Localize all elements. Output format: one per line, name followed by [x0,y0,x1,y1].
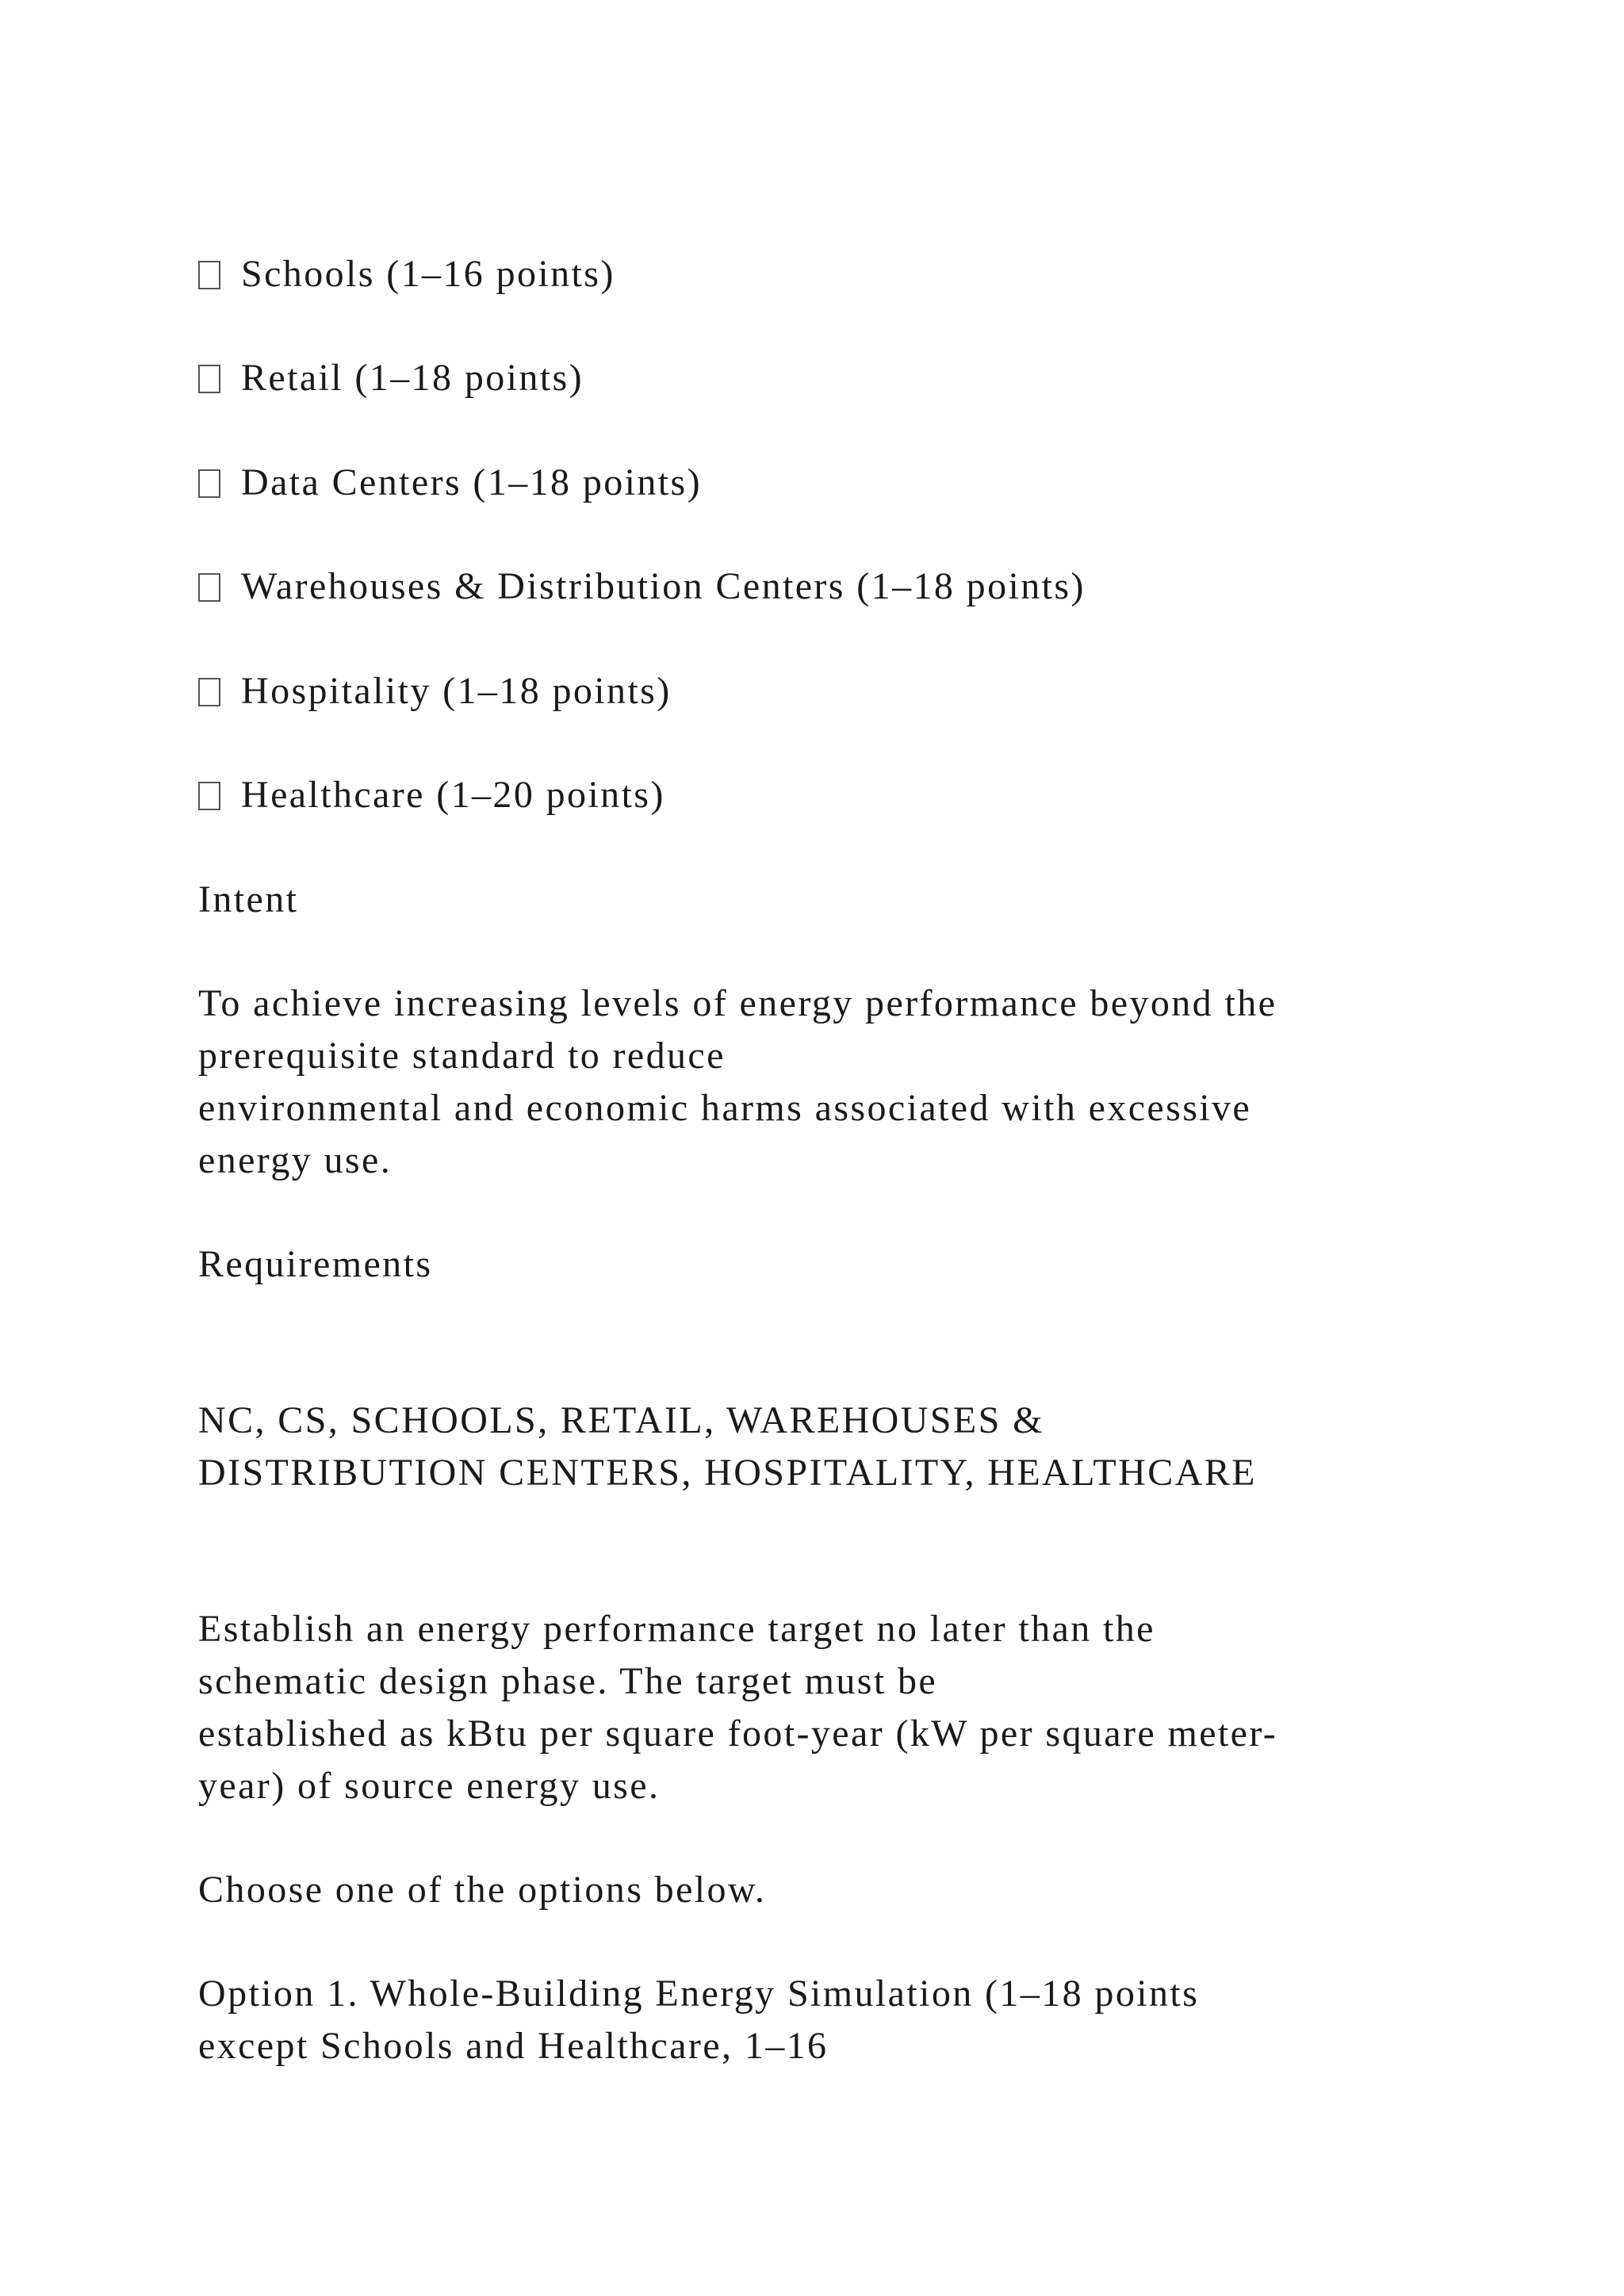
bullet-text: Hospitality (1–18 points) [241,670,672,712]
scope-line-2: DISTRIBUTION CENTERS, HOSPITALITY, HEALTHCARE [198,1452,1257,1494]
target-line-2: schematic design phase. The target must be [198,1660,938,1702]
bullet-text: Warehouses & Distribution Centers (1–18 points) [241,565,1086,607]
target-line-4: year) of source energy use. [198,1765,661,1807]
intent-line-3: environmental and economic harms associated with excessive [198,1087,1252,1129]
bullet-box-icon [198,678,220,706]
requirements-heading: Requirements [198,1243,433,1285]
option1-line-1: Option 1. Whole-Building Energy Simulation (1–18 points [198,1973,1200,2015]
bullet-item-schools [198,248,615,300]
bullet-box-icon [198,469,220,498]
bullet-text: Data Centers (1–18 points) [241,461,702,503]
bullet-text: Schools (1–16 points) [241,253,615,295]
intent-line-1: To achieve increasing levels of energy performance beyond the [198,982,1277,1024]
scope-line-1: NC, CS, SCHOOLS, RETAIL, WAREHOUSES & [198,1399,1044,1441]
intent-line-4: energy use. [198,1139,393,1181]
bullet-box-icon [198,573,220,602]
bullet-item-retail [198,352,584,404]
bullet-box-icon [198,261,220,289]
target-line-3: established as kBtu per square foot-year (kW per square meter- [198,1712,1278,1755]
choose-option-text: Choose one of the options below. [198,1869,767,1911]
bullet-text: Retail (1–18 points) [241,357,584,399]
bullet-box-icon [198,782,220,810]
intent-line-2: prerequisite standard to reduce [198,1035,726,1077]
bullet-item-data-centers [198,457,702,509]
bullet-item-healthcare [198,769,665,821]
target-line-1: Establish an energy performance target no later than the [198,1608,1155,1650]
option1-line-2: except Schools and Healthcare, 1–16 [198,2025,829,2067]
bullet-box-icon [198,365,220,393]
bullet-text: Healthcare (1–20 points) [241,774,665,816]
intent-heading: Intent [198,878,299,920]
bullet-item-hospitality [198,665,672,718]
bullet-item-warehouses [198,561,1086,613]
